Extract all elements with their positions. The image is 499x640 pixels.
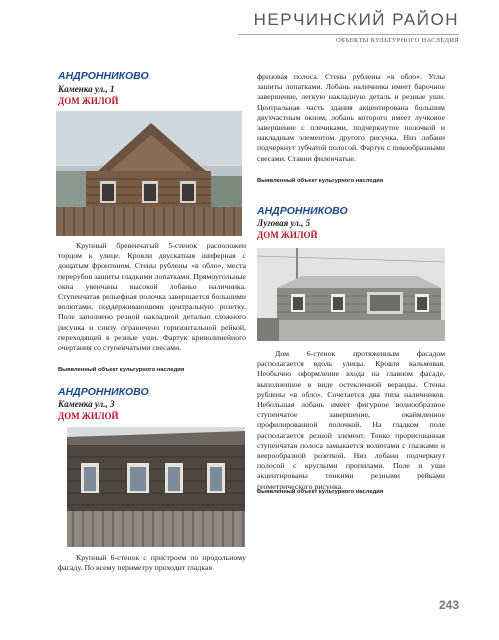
- object-place: АНДРОННИКОВО: [58, 70, 149, 82]
- header-divider: [238, 34, 459, 35]
- page-header-title: НЕРЧИНСКИЙ РАЙОН: [253, 10, 459, 29]
- object-description: Дом 6-стенок протяженным фасадом располагается вдоль улицы. Кровля вальмовая. Необычно оформление входа на главном фасаде, выполненное в виде остекленной веранды. Стены рублены «в обло». Сочетается два типа наличников. Небольшая лобань имеет фигурное волнообразное ступенчатое завершение, окаймленное профилированной полочкой. На гладком поле располагается резной элемент. Тонко прорисованная ступенчатая полоса замыкается волютами с глазками и веерообразной розеткой. Низ лобани подчеркнут полосой с круглыми пропилами. Поле и уши акцентированы тонкими резными рейками геометрического рисунка.: [257, 349, 445, 491]
- house-photo: [257, 248, 445, 341]
- object-place: АНДРОННИКОВО: [58, 386, 149, 398]
- object-type: ДОМ ЖИЛОЙ: [58, 411, 119, 421]
- page-number: 243: [438, 598, 459, 612]
- object-type: ДОМ ЖИЛОЙ: [257, 230, 318, 240]
- object-description: Крупный бревенчатый 5-стенок расположен торцом к улице. Кровли двускатная шиферная с дощатым фронтоном. Стены рублены «в обло», места перерубов зашиты гладкими лопатками. Прямоугольные окна увенчаны высокой лобаньо наличника. Ступенчатая рельефная полочка завершается большими волютами, поддерживающими центральную розетку. Поле заполнено резной накладной деталью сложного рисунка и снизу ограничено горизонтальной рейкой, переходящей в резные уши. Фартук криволинейного очертания со ступенчатыми свесами.: [58, 241, 246, 353]
- house-photo: [67, 427, 245, 547]
- object-place: АНДРОННИКОВО: [257, 205, 348, 217]
- object-street: Каменка ул., 3: [58, 399, 115, 409]
- object-type: ДОМ ЖИЛОЙ: [58, 96, 119, 106]
- page-header-subtitle: ОБЪЕКТЫ КУЛЬТУРНОГО НАСЛЕДИЯ: [335, 37, 459, 44]
- object-street: Луговая ул., 5: [257, 218, 311, 228]
- object-description-continued: фризовая полоса. Стены рублены «в обло». Углы зашиты лопатками. Лобань наличника имеет барочное завершение, легкую накладную деталь и резные уши. Центральная часть здания акцентирована большим двухчастным окном, лобань которого имеет лучковое завершение с плечиками, подчеркнутое полочкой и накладным элементом другого рисунка. Низ лобани подчеркнут зубчатой полосой. Фартук с пикообразными свесами. Ставни филенчатые.: [257, 72, 445, 163]
- object-street: Каменка ул., 1: [58, 84, 115, 94]
- heritage-note: Выявленный объект культурного наследия: [58, 367, 185, 373]
- object-description: Крупный 6-стенок с пристроем по продольному фасаду. По всему периметру проходит гладкая: [58, 553, 246, 573]
- house-photo: [56, 111, 242, 236]
- heritage-note: Выявленный объект культурного наследия: [257, 489, 384, 495]
- heritage-note: Выявленный объект культурного наследия: [257, 178, 384, 184]
